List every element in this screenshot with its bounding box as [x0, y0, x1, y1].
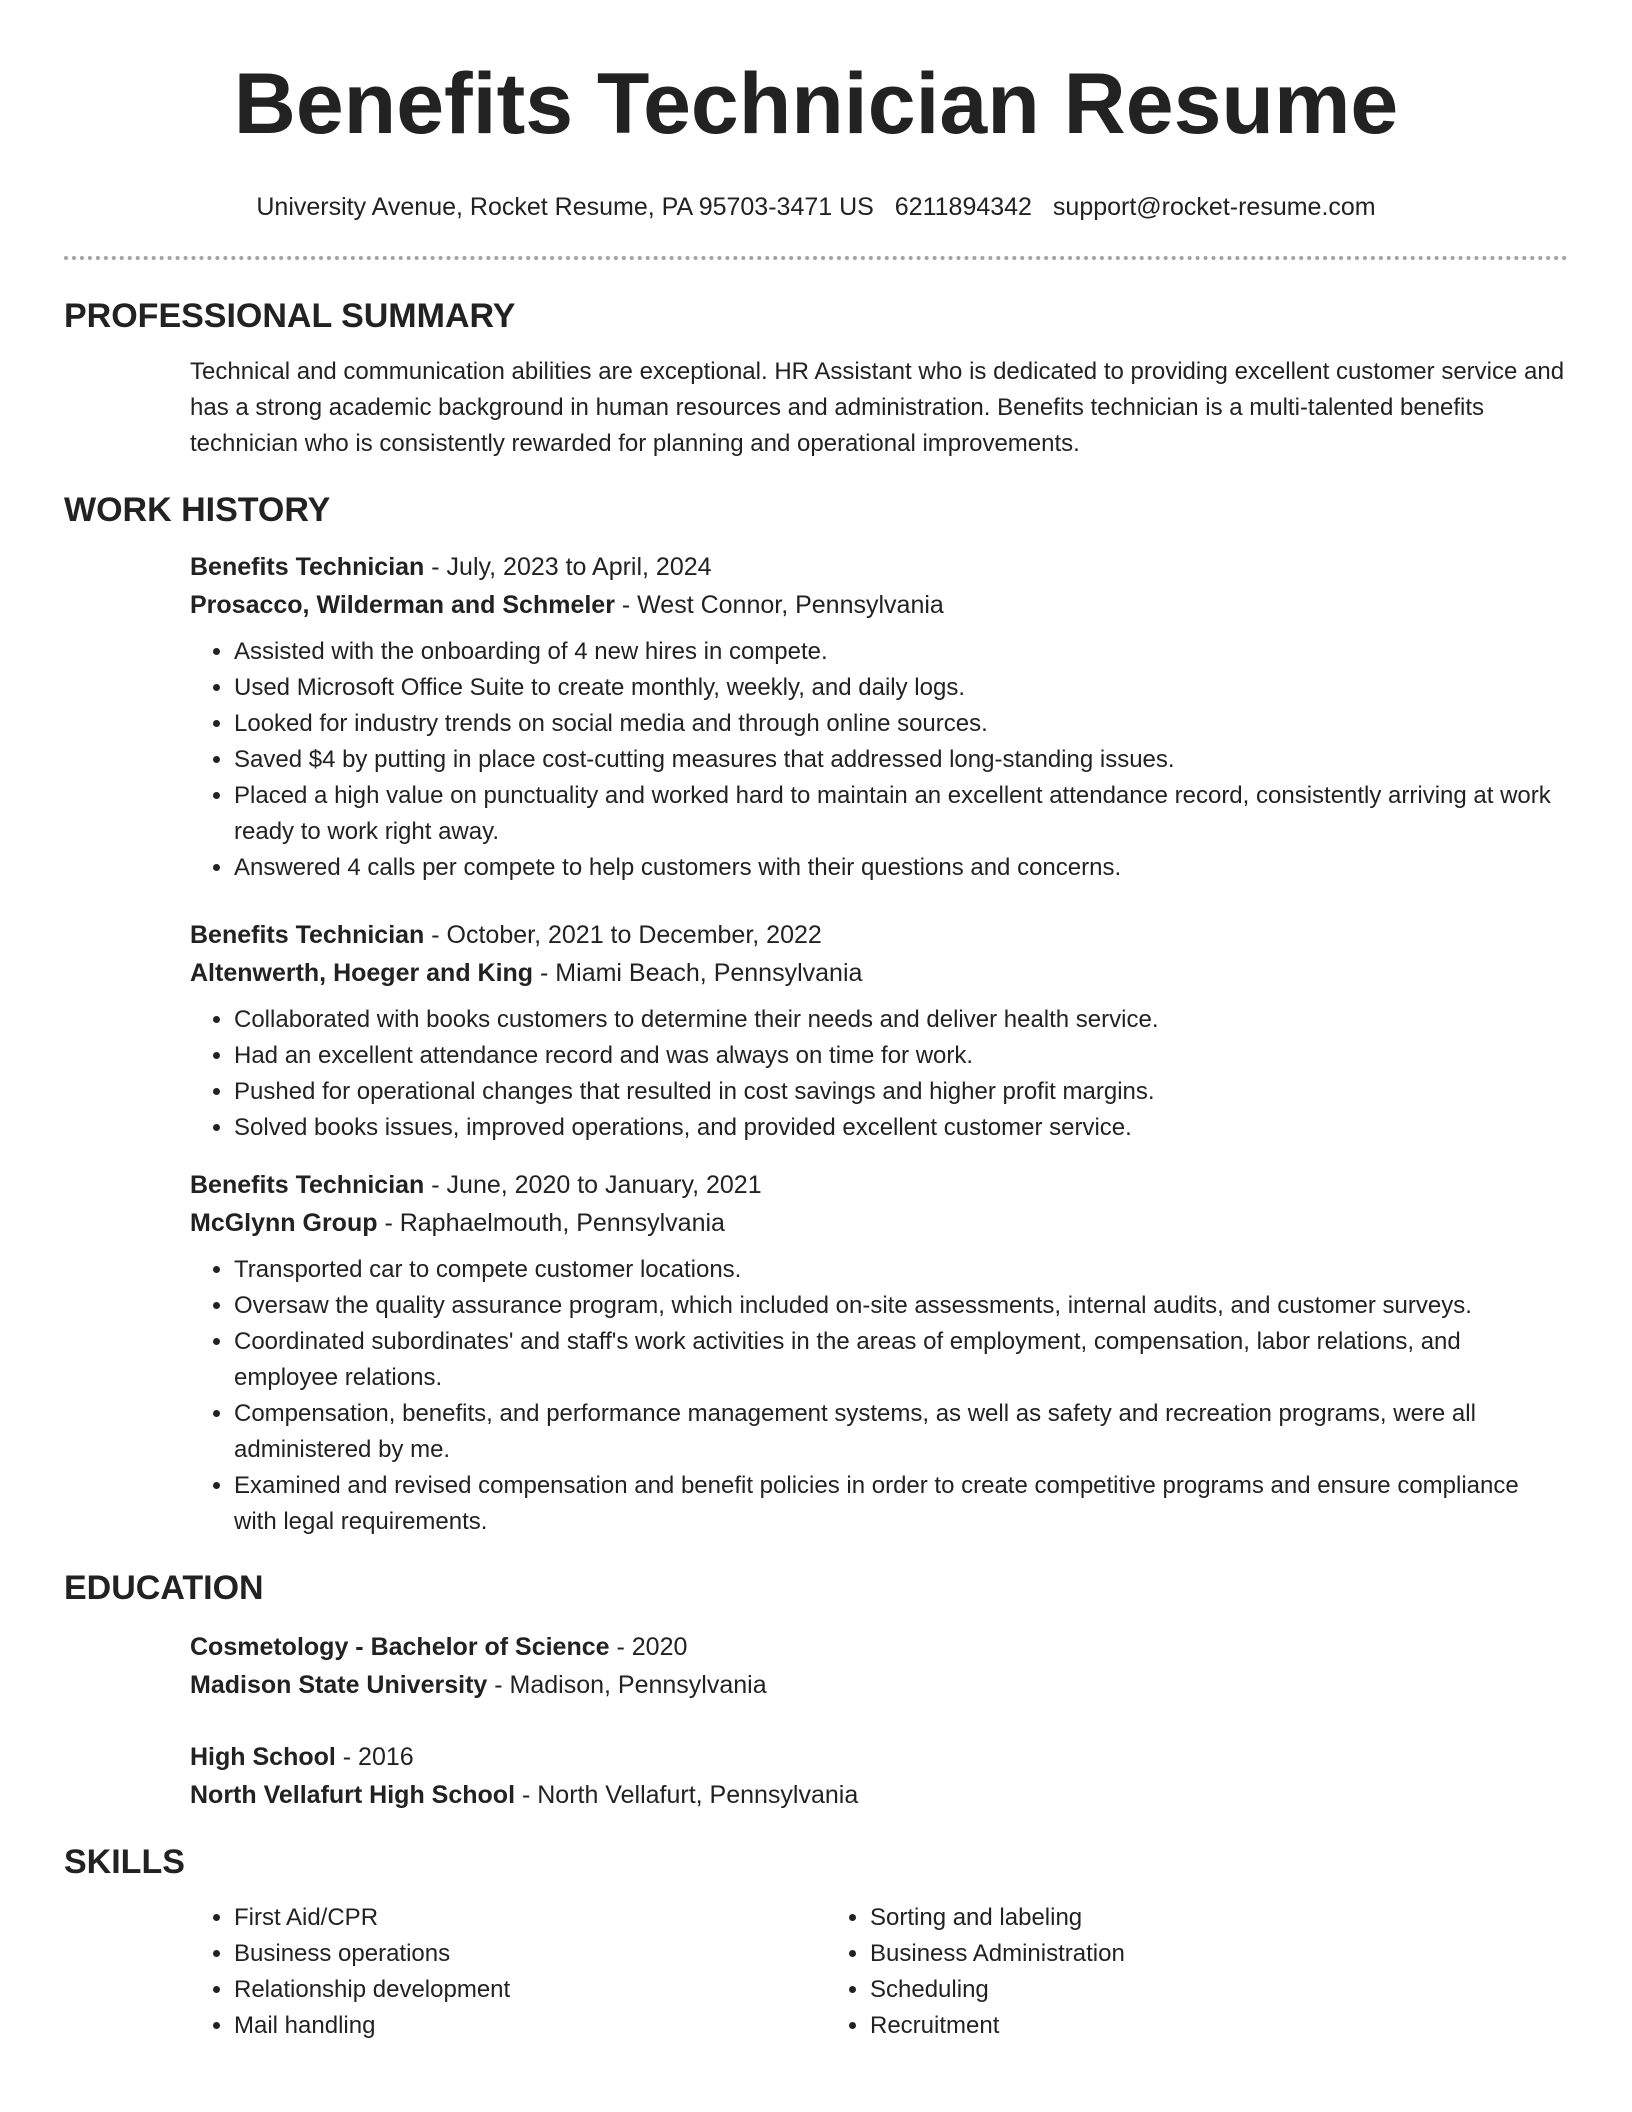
list-item: • Transported car to compete customer locations.	[234, 1252, 1568, 1288]
list-item: • Pushed for operational changes that resulted in cost savings and higher profit margins.	[234, 1074, 1568, 1110]
section-heading-education: EDUCATION	[64, 1569, 264, 1607]
list-item: • Assisted with the onboarding of 4 new hires in compete.	[234, 634, 1568, 670]
contact-email: support@rocket-resume.com	[1052, 193, 1376, 221]
job-entry	[190, 916, 1568, 1146]
education-location: - North Vellafurt, Pennsylvania	[515, 1781, 859, 1809]
list-item: • Saved $4 by putting in place cost-cutting measures that addressed long-standing issues.	[234, 742, 1568, 778]
list-item: • Scheduling	[870, 1972, 1462, 2008]
skills-column-right	[826, 1900, 1462, 2044]
job-company: McGlynn Group	[190, 1209, 378, 1237]
job-company: Prosacco, Wilderman and Schmeler	[190, 591, 615, 619]
list-item: • Collaborated with books customers to determine their needs and deliver health service.	[234, 1002, 1568, 1038]
section-heading-summary: PROFESSIONAL SUMMARY	[64, 297, 516, 335]
job-dates: - July, 2023 to April, 2024	[424, 553, 712, 581]
job-location: - Miami Beach, Pennsylvania	[533, 959, 863, 987]
education-entry	[190, 1628, 1568, 1704]
education-degree-line	[190, 1738, 1568, 1776]
job-title-line	[190, 1166, 1568, 1204]
education-school-line	[190, 1776, 1568, 1814]
list-item: • Examined and revised compensation and benefit policies in order to create competitive programs and ensure compliance with legal requirements.	[234, 1468, 1568, 1540]
education-entry	[190, 1738, 1568, 1814]
section-heading-work-history: WORK HISTORY	[64, 491, 331, 529]
job-dates: - June, 2020 to January, 2021	[424, 1171, 762, 1199]
list-item: • Coordinated subordinates' and staff's work activities in the areas of employment, compensation, labor relations, and employee relations.	[234, 1324, 1568, 1396]
job-bullets	[190, 1252, 1568, 1540]
list-item: • Oversaw the quality assurance program, which included on-site assessments, internal audits, and customer surveys.	[234, 1288, 1568, 1324]
job-location: - West Connor, Pennsylvania	[614, 591, 944, 619]
job-company-line	[190, 586, 1568, 624]
education-year: - 2016	[335, 1743, 414, 1771]
education-degree: Cosmetology - Bachelor of Science	[190, 1633, 610, 1661]
list-item: • First Aid/CPR	[234, 1900, 826, 1936]
job-company: Altenwerth, Hoeger and King	[190, 959, 534, 987]
job-dates: - October, 2021 to December, 2022	[424, 921, 822, 949]
job-title-line	[190, 548, 1568, 586]
list-item: • Had an excellent attendance record and was always on time for work.	[234, 1038, 1568, 1074]
education-year: - 2020	[609, 1633, 688, 1661]
list-item: • Business operations	[234, 1936, 826, 1972]
job-title: Benefits Technician	[190, 1171, 425, 1199]
list-item: • Used Microsoft Office Suite to create monthly, weekly, and daily logs.	[234, 670, 1568, 706]
job-entry	[190, 548, 1568, 886]
job-entry	[190, 1166, 1568, 1540]
contact-line	[64, 192, 1568, 222]
summary-text: Technical and communication abilities are exceptional. HR Assistant who is dedicated to providing excellent customer service and has a strong academic background in human resources and administration. Benefits technician is a multi-talented benefits technician who is consistently rewarded for planning and operational improvements.	[190, 358, 1565, 457]
education-degree: High School	[190, 1743, 336, 1771]
list-item: • Business Administration	[870, 1936, 1462, 1972]
job-bullets	[190, 634, 1568, 886]
list-item: • Placed a high value on punctuality and worked hard to maintain an excellent attendance record, consistently arriving at work ready to work right away.	[234, 778, 1568, 850]
job-company-line	[190, 1204, 1568, 1242]
contact-phone: 6211894342	[894, 193, 1032, 221]
education-school: North Vellafurt High School	[190, 1781, 516, 1809]
job-title-line	[190, 916, 1568, 954]
list-item: • Sorting and labeling	[870, 1900, 1462, 1936]
resume-title: Benefits Technician Resume	[233, 56, 1399, 152]
list-item: • Compensation, benefits, and performance management systems, as well as safety and recreation programs, were all administered by me.	[234, 1396, 1568, 1468]
job-title: Benefits Technician	[190, 553, 425, 581]
education-school: Madison State University	[190, 1671, 488, 1699]
list-item: • Solved books issues, improved operations, and provided excellent customer service.	[234, 1110, 1568, 1146]
list-item: • Mail handling	[234, 2008, 826, 2044]
education-school-line	[190, 1666, 1568, 1704]
list-item: • Relationship development	[234, 1972, 826, 2008]
job-title: Benefits Technician	[190, 921, 425, 949]
list-item: • Recruitment	[870, 2008, 1462, 2044]
header-divider	[64, 256, 1568, 260]
education-degree-line	[190, 1628, 1568, 1666]
job-location: - Raphaelmouth, Pennsylvania	[377, 1209, 725, 1237]
contact-address: University Avenue, Rocket Resume, PA 95703-3471 US	[256, 193, 874, 221]
job-bullets	[190, 1002, 1568, 1146]
list-item: • Answered 4 calls per compete to help customers with their questions and concerns.	[234, 850, 1568, 886]
skills-list	[190, 1900, 1568, 2044]
section-heading-skills: SKILLS	[64, 1843, 185, 1881]
education-location: - Madison, Pennsylvania	[487, 1671, 767, 1699]
list-item: • Looked for industry trends on social media and through online sources.	[234, 706, 1568, 742]
skills-column-left	[190, 1900, 826, 2044]
job-company-line	[190, 954, 1568, 992]
